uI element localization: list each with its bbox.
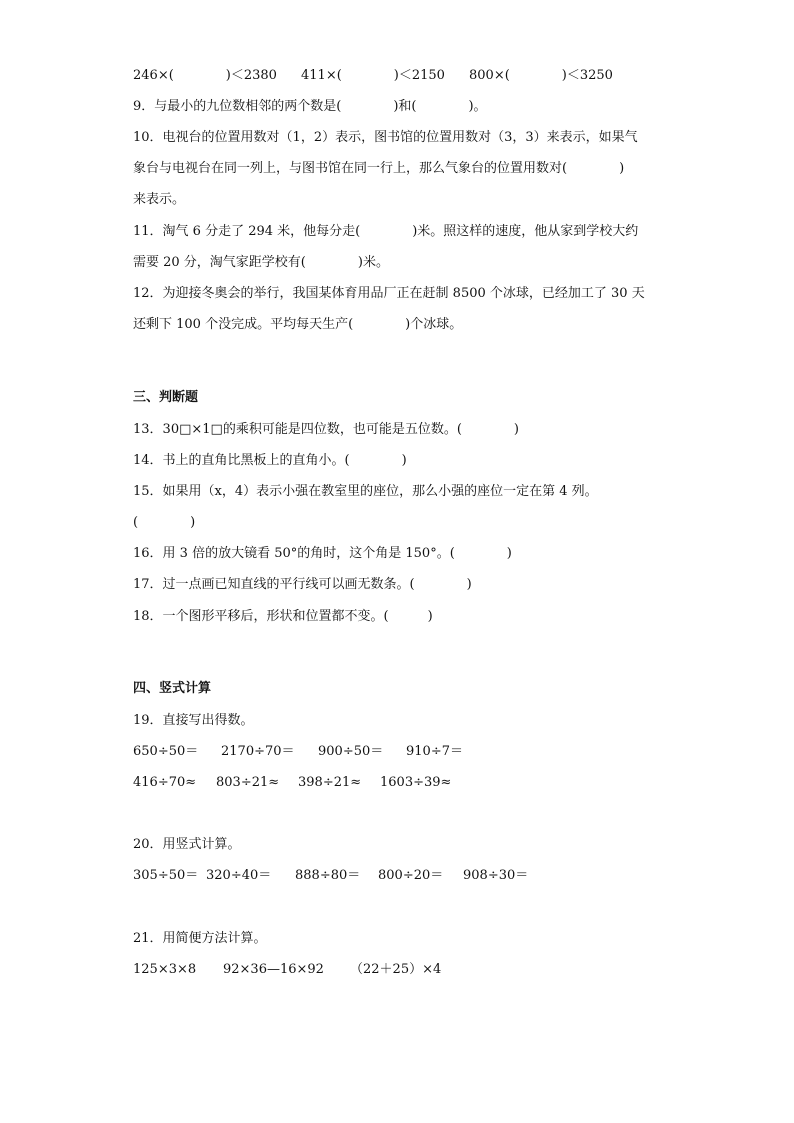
q19-item: 416÷70≈ [133, 775, 197, 790]
q20-item: 800÷20＝ [378, 868, 444, 883]
question-15-answer-blank: ( ) [133, 515, 196, 530]
q8-item: 800×( )＜3250 [469, 68, 613, 83]
section-4-heading: 四、竖式计算 [133, 681, 212, 696]
question-19-title: 19．直接写出得数。 [133, 713, 254, 728]
question-10-line1: 10．电视台的位置用数对（1，2）表示，图书馆的位置用数对（3，3）来表示，如果气 [133, 130, 638, 145]
q19-item: 1603÷39≈ [380, 775, 452, 790]
q20-item: 305÷50＝ [133, 868, 199, 883]
q21-item: 125×3×8 [133, 962, 197, 977]
question-11-line1: 11．淘气 6 分走了 294 米，他每分走( )米。照这样的速度，他从家到学校大约 [133, 224, 639, 239]
question-17: 17．过一点画已知直线的平行线可以画无数条。( ) [133, 577, 472, 592]
q19-item: 900÷50＝ [318, 744, 384, 759]
q21-item: 92×36—16×92 [223, 962, 324, 977]
q19-item: 650÷50＝ [133, 744, 199, 759]
question-14: 14．书上的直角比黑板上的直角小。( ) [133, 453, 407, 468]
question-12-line2: 还剩下 100 个没完成。平均每天生产( )个冰球。 [133, 317, 463, 332]
q21-item: （22＋25）×4 [350, 962, 442, 977]
question-18: 18．一个图形平移后，形状和位置都不变。( ) [133, 609, 433, 624]
section-3-heading: 三、判断题 [133, 390, 199, 405]
question-11-line2: 需要 20 分，淘气家距学校有( )米。 [133, 255, 389, 270]
question-12-line1: 12．为迎接冬奥会的举行，我国某体育用品厂正在赶制 8500 个冰球，已经加工了 30 天 [133, 286, 645, 301]
question-20-title: 20．用竖式计算。 [133, 837, 241, 852]
question-10-line3: 来表示。 [133, 192, 186, 207]
question-16: 16．用 3 倍的放大镜看 50°的角时，这个角是 150°。( ) [133, 546, 512, 561]
question-15: 15．如果用（x，4）表示小强在教室里的座位，那么小强的座位一定在第 4 列。 [133, 484, 598, 499]
q19-item: 398÷21≈ [298, 775, 362, 790]
q20-item: 320÷40＝ [206, 868, 272, 883]
question-9: 9．与最小的九位数相邻的两个数是( )和( )。 [133, 99, 487, 114]
q19-item: 803÷21≈ [216, 775, 280, 790]
q20-item: 908÷30＝ [463, 868, 529, 883]
q20-item: 888÷80＝ [295, 868, 361, 883]
q8-item: 246×( )＜2380 [133, 68, 277, 83]
question-10-line2: 象台与电视台在同一列上，与图书馆在同一行上，那么气象台的位置用数对( ) [133, 161, 625, 176]
question-13: 13．30□×1□的乘积可能是四位数，也可能是五位数。( ) [133, 422, 519, 437]
q19-item: 910÷7＝ [406, 744, 463, 759]
question-21-title: 21．用简便方法计算。 [133, 931, 267, 946]
q19-item: 2170÷70＝ [221, 744, 295, 759]
q8-item: 411×( )＜2150 [301, 68, 445, 83]
